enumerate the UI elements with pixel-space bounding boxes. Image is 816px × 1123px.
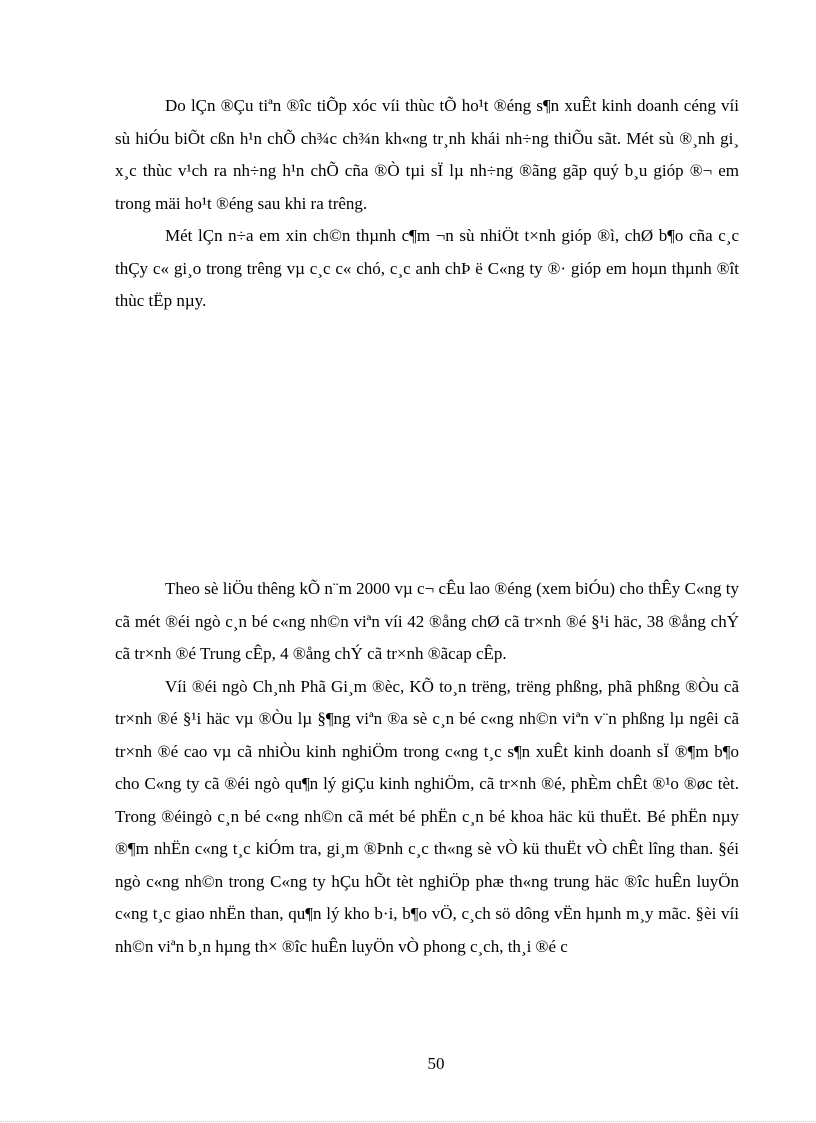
text-block-top: [115, 90, 739, 318]
paragraph: Do lÇn ®Çu tiªn ®îc tiÕp xóc víi thùc tÕ ho¹t ®éng s¶n xuÊt kinh doanh céng víi sù hiÓu biÕt cßn h¹n chÕ ch¾c ch¾n kh«ng tr¸nh khái nh÷ng thiÕu sãt. Mét sù ®¸nh gi¸ x¸c thùc v¹ch ra nh÷ng h¹n chÕ cña ®Ò tµi sÏ lµ nh÷ng ®ãng gãp quý b¸u gióp ®¬ em trong mäi ho¹t ®éng sau khi ra trêng.: [115, 96, 739, 213]
page-number: 50: [427, 1054, 445, 1073]
page-bottom-divider: [0, 1121, 816, 1122]
paragraph: Theo sè liÖu thêng kÕ n¨m 2000 vµ c¬ cÊu lao ®éng (xem biÓu) cho thÊy C«ng ty cã mét ®éi ngò c¸n bé c«ng nh©n viªn víi 42 ®ång chØ cã tr×nh ®é §¹i häc, 38 ®ång chÝ cã tr×nh ®é Trung cÊp, 4 ®ång chÝ cã tr×nh ®ãcap cÊp.: [115, 579, 739, 663]
paragraph: Víi ®éi ngò Ch¸nh Phã Gi¸m ®èc, KÕ to¸n trëng, trëng phßng, phã phßng ®Òu cã tr×nh ®é §¹i häc vµ ®Òu lµ §¶ng viªn ®a sè c¸n bé c«ng nh©n viªn v¨n phßng lµ ngêi cã tr×nh ®é cao vµ cã nhiÒu kinh nghiÖm trong c«ng t¸c s¶n xuÊt kinh doanh sÏ ®¶m b¶o cho C«ng ty cã ®éi ngò qu¶n lý giÇu kinh nghiÖm, cã tr×nh ®é, phÈm chÊt ®¹o ®øc tèt. Trong ®éingò c¸n bé c«ng nh©n cã mét bé phËn c¸n bé khoa häc kü thuËt. Bé phËn nµy ®¶m nhËn c«ng t¸c kiÓm tra, gi¸m ®Þnh c¸c th«ng sè vÒ kü thuËt vÒ chÊt lîng than. §éi ngò c«ng nh©n trong C«ng ty hÇu hÕt tèt nghiÖp phæ th«ng trung häc ®îc huÊn luyÖn c«ng t¸c giao nhËn than, qu¶n lý kho b·i, b¶o vÖ, c¸ch sö dông vËn hµnh m¸y mãc. §èi víi nh©n viªn b¸n hµng th× ®îc huÊn luyÖn vÒ phong c¸ch, th¸i ®é c: [115, 676, 739, 956]
paragraph: Mét lÇn n÷a em xin ch©n thµnh c¶m ¬n sù nhiÖt t×nh gióp ®ì, chØ b¶o cña c¸c thÇy c« gi¸o trong trêng vµ c¸c c« chó, c¸c anh chÞ ë C«ng ty ®· gióp em hoµn thµnh ®ît thùc tËp nµy.: [115, 226, 739, 310]
text-block-bottom: [115, 573, 739, 963]
